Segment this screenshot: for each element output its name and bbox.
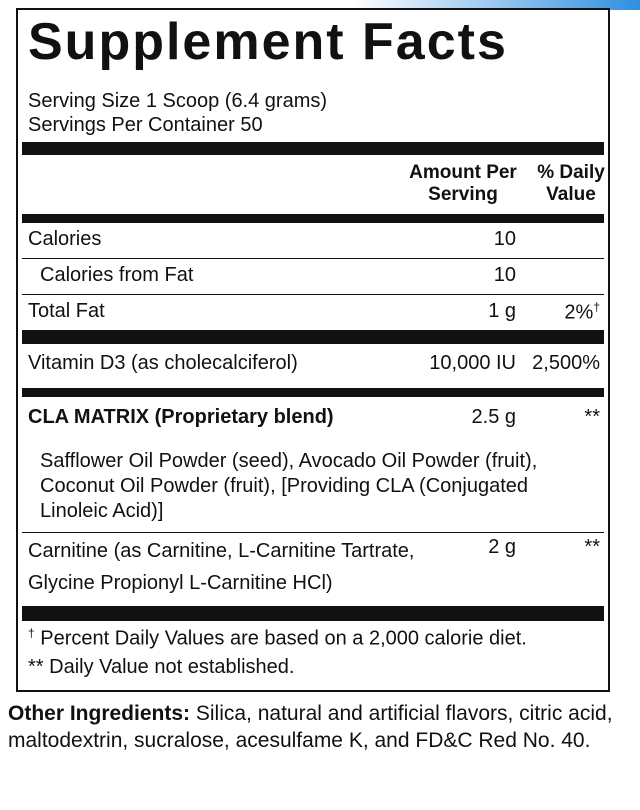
dagger-mark: † bbox=[28, 626, 35, 640]
serving-size: Serving Size 1 Scoop (6.4 grams) bbox=[28, 90, 328, 112]
other-ingredients bbox=[8, 700, 628, 754]
calories-from-fat-amount: 10 bbox=[493, 264, 516, 286]
cla-matrix-amount: 2.5 g bbox=[471, 406, 516, 428]
total-fat-label: Total Fat bbox=[28, 300, 105, 322]
footnote-percent-dv bbox=[28, 626, 527, 651]
row-divider bbox=[22, 532, 604, 533]
row-divider bbox=[22, 258, 604, 259]
vitamin-d3-dv: 2,500% bbox=[532, 352, 600, 374]
other-ingredients-text: Silica, natural and artificial flavors, citric acid, maltodextrin, sucralose, acesulfame K, and FD&C Red No. 40. bbox=[8, 702, 613, 752]
vitamin-d3-amount: 10,000 IU bbox=[429, 352, 516, 374]
carnitine-line-2: Glycine Propionyl L-Carnitine HCl) bbox=[28, 572, 333, 594]
calories-from-fat-label: Calories from Fat bbox=[40, 264, 194, 286]
servings-per-container: Servings Per Container 50 bbox=[28, 114, 263, 136]
thick-divider-bottom bbox=[22, 606, 604, 621]
thick-divider-middle bbox=[22, 330, 604, 344]
calories-label: Calories bbox=[28, 228, 102, 250]
supplement-facts-panel bbox=[16, 8, 610, 692]
cla-contents-line-1: Safflower Oil Powder (seed), Avocado Oil Powder (fruit), bbox=[40, 450, 538, 472]
cla-contents-line-3: Linoleic Acid)] bbox=[40, 500, 164, 522]
total-fat-amount: 1 g bbox=[488, 300, 516, 322]
dagger-mark: † bbox=[593, 300, 600, 314]
thick-divider-top bbox=[22, 142, 604, 155]
carnitine-amount: 2 g bbox=[488, 536, 516, 558]
header-divider bbox=[22, 214, 604, 223]
cla-matrix-dv: ** bbox=[584, 406, 600, 428]
calories-amount: 10 bbox=[493, 228, 516, 250]
cla-contents-line-2: Coconut Oil Powder (fruit), [Providing CLA (Conjugated bbox=[40, 475, 529, 497]
other-ingredients-heading: Other Ingredients: bbox=[8, 702, 191, 725]
total-fat-dv bbox=[564, 300, 600, 325]
footnote-percent-dv-text: Percent Daily Values are based on a 2,000 calorie diet. bbox=[34, 627, 527, 650]
cla-matrix-label: CLA MATRIX (Proprietary blend) bbox=[28, 406, 334, 428]
panel-title: Supplement Facts bbox=[28, 13, 508, 71]
row-divider bbox=[22, 294, 604, 295]
footnote-not-established: ** Daily Value not established. bbox=[28, 656, 295, 678]
amount-per-serving-header: Amount Per Serving bbox=[409, 162, 517, 205]
daily-value-header: % Daily Value bbox=[537, 162, 605, 205]
total-fat-dv-value: 2% bbox=[564, 301, 594, 324]
carnitine-line-1: Carnitine (as Carnitine, L-Carnitine Tartrate, bbox=[28, 540, 415, 562]
vitamin-d3-label: Vitamin D3 (as cholecalciferol) bbox=[28, 352, 298, 374]
carnitine-dv: ** bbox=[584, 536, 600, 558]
thick-divider bbox=[22, 388, 604, 397]
